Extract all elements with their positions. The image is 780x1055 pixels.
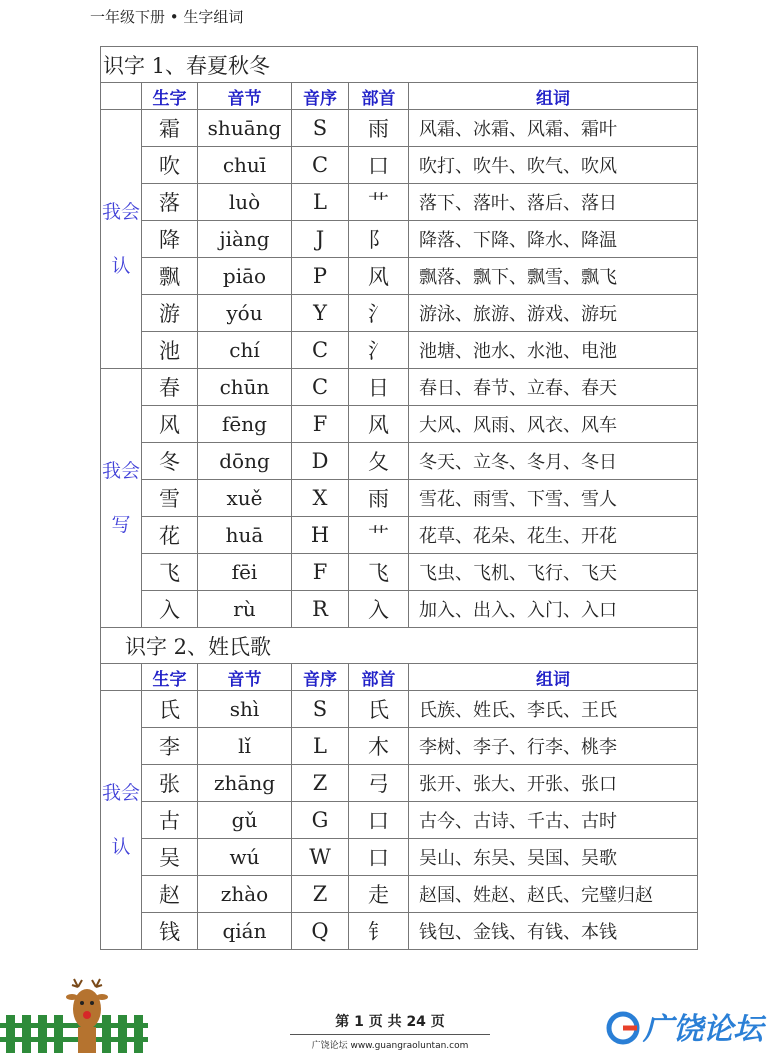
pinyin-cell: zhào: [198, 876, 292, 913]
character-cell: 霜: [142, 110, 198, 147]
radical-cell: 木: [349, 728, 409, 765]
footer-divider: [290, 1034, 490, 1035]
vocabulary-table: [100, 46, 698, 950]
word-group-cell: 冬天、立冬、冬月、冬日: [409, 443, 698, 480]
character-cell: 花: [142, 517, 198, 554]
initial-letter-cell: J: [292, 221, 349, 258]
table-row: [101, 728, 698, 765]
word-group-cell: 落下、落叶、落后、落日: [409, 184, 698, 221]
pinyin-cell: chuī: [198, 147, 292, 184]
table-row: [101, 554, 698, 591]
column-header: 音节: [198, 83, 292, 110]
footer-site-text: 广饶论坛 www.guangraoluntan.com: [311, 1041, 469, 1051]
word-group-cell: 张开、张大、开张、张口: [409, 765, 698, 802]
table-row: [101, 258, 698, 295]
initial-letter-cell: H: [292, 517, 349, 554]
pinyin-cell: dōng: [198, 443, 292, 480]
word-group-cell: 氏族、姓氏、李氏、王氏: [409, 691, 698, 728]
radical-cell: 艹: [349, 517, 409, 554]
pinyin-cell: rù: [198, 591, 292, 628]
initial-letter-cell: R: [292, 591, 349, 628]
pinyin-cell: qián: [198, 913, 292, 950]
word-group-cell: 雪花、雨雪、下雪、雪人: [409, 480, 698, 517]
guangrao-forum-logo: [605, 1008, 777, 1048]
table-row: [101, 876, 698, 913]
page-number: 第 1 页 共 24 页: [335, 1014, 445, 1030]
pinyin-cell: zhāng: [198, 765, 292, 802]
table-row: [101, 802, 698, 839]
radical-cell: 风: [349, 406, 409, 443]
svg-text:广饶论坛: 广饶论坛: [643, 1012, 763, 1047]
initial-letter-cell: C: [292, 332, 349, 369]
word-group-cell: 赵国、姓赵、赵氏、完璧归赵: [409, 876, 698, 913]
group-label: 我会认: [101, 110, 142, 369]
section-title-row: [101, 628, 698, 664]
pinyin-cell: gǔ: [198, 802, 292, 839]
character-cell: 春: [142, 369, 198, 406]
pinyin-cell: yóu: [198, 295, 292, 332]
column-header: 音序: [292, 83, 349, 110]
table-row: [101, 517, 698, 554]
word-group-cell: 风霜、冰霜、风霜、霜叶: [409, 110, 698, 147]
initial-letter-cell: Z: [292, 876, 349, 913]
radical-cell: 氏: [349, 691, 409, 728]
table-row: [101, 839, 698, 876]
pinyin-cell: chūn: [198, 369, 292, 406]
pinyin-cell: fēi: [198, 554, 292, 591]
column-header: 生字: [142, 664, 198, 691]
column-header: 组词: [409, 83, 698, 110]
table-row: [101, 369, 698, 406]
word-group-cell: 游泳、旅游、游戏、游玩: [409, 295, 698, 332]
initial-letter-cell: C: [292, 147, 349, 184]
group-label: 我会认: [101, 691, 142, 950]
radical-cell: 艹: [349, 184, 409, 221]
section-title-row: [101, 47, 698, 83]
character-cell: 古: [142, 802, 198, 839]
character-cell: 入: [142, 591, 198, 628]
initial-letter-cell: D: [292, 443, 349, 480]
initial-letter-cell: W: [292, 839, 349, 876]
column-header: 音节: [198, 664, 292, 691]
character-cell: 飞: [142, 554, 198, 591]
radical-cell: 口: [349, 802, 409, 839]
word-group-cell: 花草、花朵、花生、开花: [409, 517, 698, 554]
character-cell: 池: [142, 332, 198, 369]
column-header-row: [101, 83, 698, 110]
initial-letter-cell: Y: [292, 295, 349, 332]
pinyin-cell: shì: [198, 691, 292, 728]
side-header-blank: [101, 83, 142, 110]
initial-letter-cell: L: [292, 184, 349, 221]
character-cell: 飘: [142, 258, 198, 295]
character-cell: 氏: [142, 691, 198, 728]
section-title: 识字 2、姓氏歌: [101, 628, 698, 664]
radical-cell: 氵: [349, 332, 409, 369]
character-cell: 吹: [142, 147, 198, 184]
initial-letter-cell: C: [292, 369, 349, 406]
character-cell: 冬: [142, 443, 198, 480]
column-header: 音序: [292, 664, 349, 691]
word-group-cell: 池塘、池水、水池、电池: [409, 332, 698, 369]
character-cell: 风: [142, 406, 198, 443]
pinyin-cell: chí: [198, 332, 292, 369]
radical-cell: 入: [349, 591, 409, 628]
table-row: [101, 147, 698, 184]
table-row: [101, 110, 698, 147]
word-group-cell: 钱包、金钱、有钱、本钱: [409, 913, 698, 950]
pinyin-cell: luò: [198, 184, 292, 221]
radical-cell: 口: [349, 839, 409, 876]
initial-letter-cell: X: [292, 480, 349, 517]
character-cell: 雪: [142, 480, 198, 517]
table-row: [101, 332, 698, 369]
radical-cell: 钅: [349, 913, 409, 950]
table-row: [101, 406, 698, 443]
initial-letter-cell: S: [292, 691, 349, 728]
table-row: [101, 221, 698, 258]
character-cell: 赵: [142, 876, 198, 913]
section-title: 识字 1、春夏秋冬: [101, 47, 698, 83]
initial-letter-cell: L: [292, 728, 349, 765]
group-label: 我会写: [101, 369, 142, 628]
character-cell: 李: [142, 728, 198, 765]
pinyin-cell: lǐ: [198, 728, 292, 765]
initial-letter-cell: Q: [292, 913, 349, 950]
radical-cell: 日: [349, 369, 409, 406]
word-group-cell: 李树、李子、行李、桃李: [409, 728, 698, 765]
column-header-row: [101, 664, 698, 691]
radical-cell: 弓: [349, 765, 409, 802]
radical-cell: 飞: [349, 554, 409, 591]
pinyin-cell: xuě: [198, 480, 292, 517]
table-row: [101, 913, 698, 950]
initial-letter-cell: Z: [292, 765, 349, 802]
pinyin-cell: shuāng: [198, 110, 292, 147]
initial-letter-cell: F: [292, 406, 349, 443]
word-group-cell: 飞虫、飞机、飞行、飞天: [409, 554, 698, 591]
word-group-cell: 吹打、吹牛、吹气、吹风: [409, 147, 698, 184]
character-cell: 降: [142, 221, 198, 258]
side-header-blank: [101, 664, 142, 691]
radical-cell: 夂: [349, 443, 409, 480]
radical-cell: 氵: [349, 295, 409, 332]
table-row: [101, 765, 698, 802]
table-row: [101, 591, 698, 628]
character-cell: 张: [142, 765, 198, 802]
column-header: 部首: [349, 83, 409, 110]
column-header: 生字: [142, 83, 198, 110]
word-group-cell: 降落、下降、降水、降温: [409, 221, 698, 258]
pinyin-cell: wú: [198, 839, 292, 876]
table-row: [101, 480, 698, 517]
word-group-cell: 飘落、飘下、飘雪、飘飞: [409, 258, 698, 295]
pinyin-cell: fēng: [198, 406, 292, 443]
word-group-cell: 春日、春节、立春、春天: [409, 369, 698, 406]
radical-cell: 阝: [349, 221, 409, 258]
table-row: [101, 691, 698, 728]
radical-cell: 口: [349, 147, 409, 184]
initial-letter-cell: S: [292, 110, 349, 147]
initial-letter-cell: P: [292, 258, 349, 295]
document-title: 一年级下册 • 生字组词: [90, 8, 244, 26]
pinyin-cell: jiàng: [198, 221, 292, 258]
table-row: [101, 184, 698, 221]
character-cell: 游: [142, 295, 198, 332]
character-cell: 落: [142, 184, 198, 221]
initial-letter-cell: G: [292, 802, 349, 839]
character-cell: 钱: [142, 913, 198, 950]
table-row: [101, 295, 698, 332]
radical-cell: 雨: [349, 110, 409, 147]
radical-cell: 走: [349, 876, 409, 913]
initial-letter-cell: F: [292, 554, 349, 591]
word-group-cell: 大风、风雨、风衣、风车: [409, 406, 698, 443]
pinyin-cell: huā: [198, 517, 292, 554]
radical-cell: 雨: [349, 480, 409, 517]
column-header: 组词: [409, 664, 698, 691]
column-header: 部首: [349, 664, 409, 691]
table-row: [101, 443, 698, 480]
pinyin-cell: piāo: [198, 258, 292, 295]
character-cell: 吴: [142, 839, 198, 876]
word-group-cell: 吴山、东吴、吴国、吴歌: [409, 839, 698, 876]
radical-cell: 风: [349, 258, 409, 295]
word-group-cell: 古今、古诗、千古、古时: [409, 802, 698, 839]
word-group-cell: 加入、出入、入门、入口: [409, 591, 698, 628]
